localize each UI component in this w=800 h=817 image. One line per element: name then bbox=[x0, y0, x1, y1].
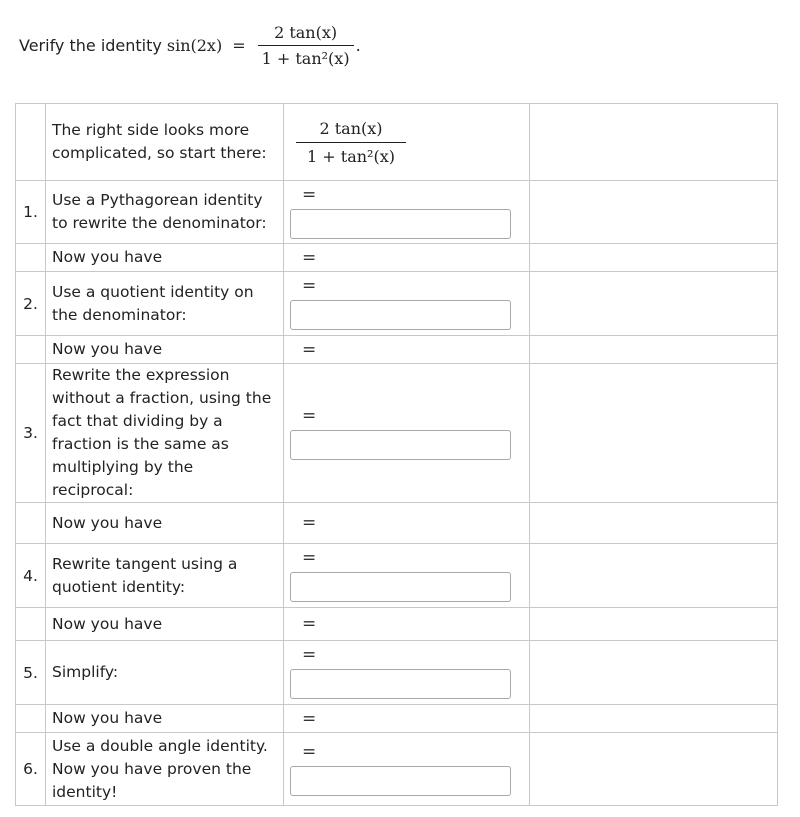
step-row bbox=[16, 272, 778, 336]
step-number: 4. bbox=[16, 544, 46, 608]
equals-sign: = bbox=[302, 184, 317, 205]
step-3-answer-input[interactable] bbox=[290, 430, 511, 460]
equals-sign: = bbox=[302, 708, 317, 729]
problem-period: . bbox=[355, 35, 361, 55]
equals-sign: = bbox=[302, 741, 317, 762]
step-row bbox=[16, 181, 778, 244]
result-label: Now you have bbox=[46, 244, 284, 272]
step-4-answer-input[interactable] bbox=[290, 572, 511, 602]
equals-sign: = bbox=[302, 339, 317, 360]
result-row bbox=[16, 336, 778, 364]
result-row bbox=[16, 503, 778, 544]
step-number: 5. bbox=[16, 641, 46, 705]
problem-rhs-denominator: 1 + tan²(x) bbox=[258, 45, 354, 68]
start-row-fraction bbox=[296, 119, 406, 166]
step-number: 6. bbox=[16, 733, 46, 806]
result-label: Now you have bbox=[46, 503, 284, 544]
step-instruction: Rewrite tangent using a quotient identity: bbox=[46, 544, 284, 608]
result-label: Now you have bbox=[46, 705, 284, 733]
problem-lhs: sin(2x) bbox=[166, 35, 223, 55]
step-number: 2. bbox=[16, 272, 46, 336]
start-row-numerator: 2 tan(x) bbox=[319, 118, 383, 138]
problem-prefix: Verify the identity bbox=[19, 35, 162, 55]
problem-statement bbox=[19, 18, 361, 72]
problem-rhs-numerator: 2 tan(x) bbox=[274, 22, 338, 42]
start-row-text: The right side looks more complicated, so start there: bbox=[46, 104, 284, 181]
step-instruction: Rewrite the expression without a fraction, using the fact that dividing by a fraction is the same as multiplying by the reciprocal: bbox=[46, 364, 284, 503]
start-row bbox=[16, 104, 778, 181]
step-number: 3. bbox=[16, 364, 46, 503]
equals-sign: = bbox=[302, 276, 317, 296]
step-row bbox=[16, 544, 778, 608]
equals-sign: = bbox=[302, 645, 317, 665]
equals-sign: = bbox=[302, 405, 317, 426]
problem-equals: = bbox=[232, 35, 246, 55]
start-row-denominator: 1 + tan²(x) bbox=[296, 142, 406, 166]
result-row bbox=[16, 608, 778, 641]
result-row bbox=[16, 244, 778, 272]
step-1-answer-input[interactable] bbox=[290, 209, 511, 239]
result-row bbox=[16, 705, 778, 733]
step-instruction: Use a Pythagorean identity to rewrite the denominator: bbox=[46, 181, 284, 244]
step-instruction: Simplify: bbox=[46, 641, 284, 705]
step-row bbox=[16, 733, 778, 806]
problem-rhs-fraction bbox=[258, 23, 354, 68]
proof-table bbox=[15, 103, 778, 806]
step-row bbox=[16, 364, 778, 503]
result-label: Now you have bbox=[46, 608, 284, 641]
step-6-answer-input[interactable] bbox=[290, 766, 511, 796]
step-number: 1. bbox=[16, 181, 46, 244]
step-2-answer-input[interactable] bbox=[290, 300, 511, 330]
equals-sign: = bbox=[302, 548, 317, 568]
equals-sign: = bbox=[302, 614, 317, 634]
step-instruction: Use a quotient identity on the denominator: bbox=[46, 272, 284, 336]
result-label: Now you have bbox=[46, 336, 284, 364]
equals-sign: = bbox=[302, 513, 317, 533]
step-row bbox=[16, 641, 778, 705]
equals-sign: = bbox=[302, 247, 317, 268]
step-5-answer-input[interactable] bbox=[290, 669, 511, 699]
step-instruction: Use a double angle identity. Now you have proven the identity! bbox=[46, 733, 284, 806]
